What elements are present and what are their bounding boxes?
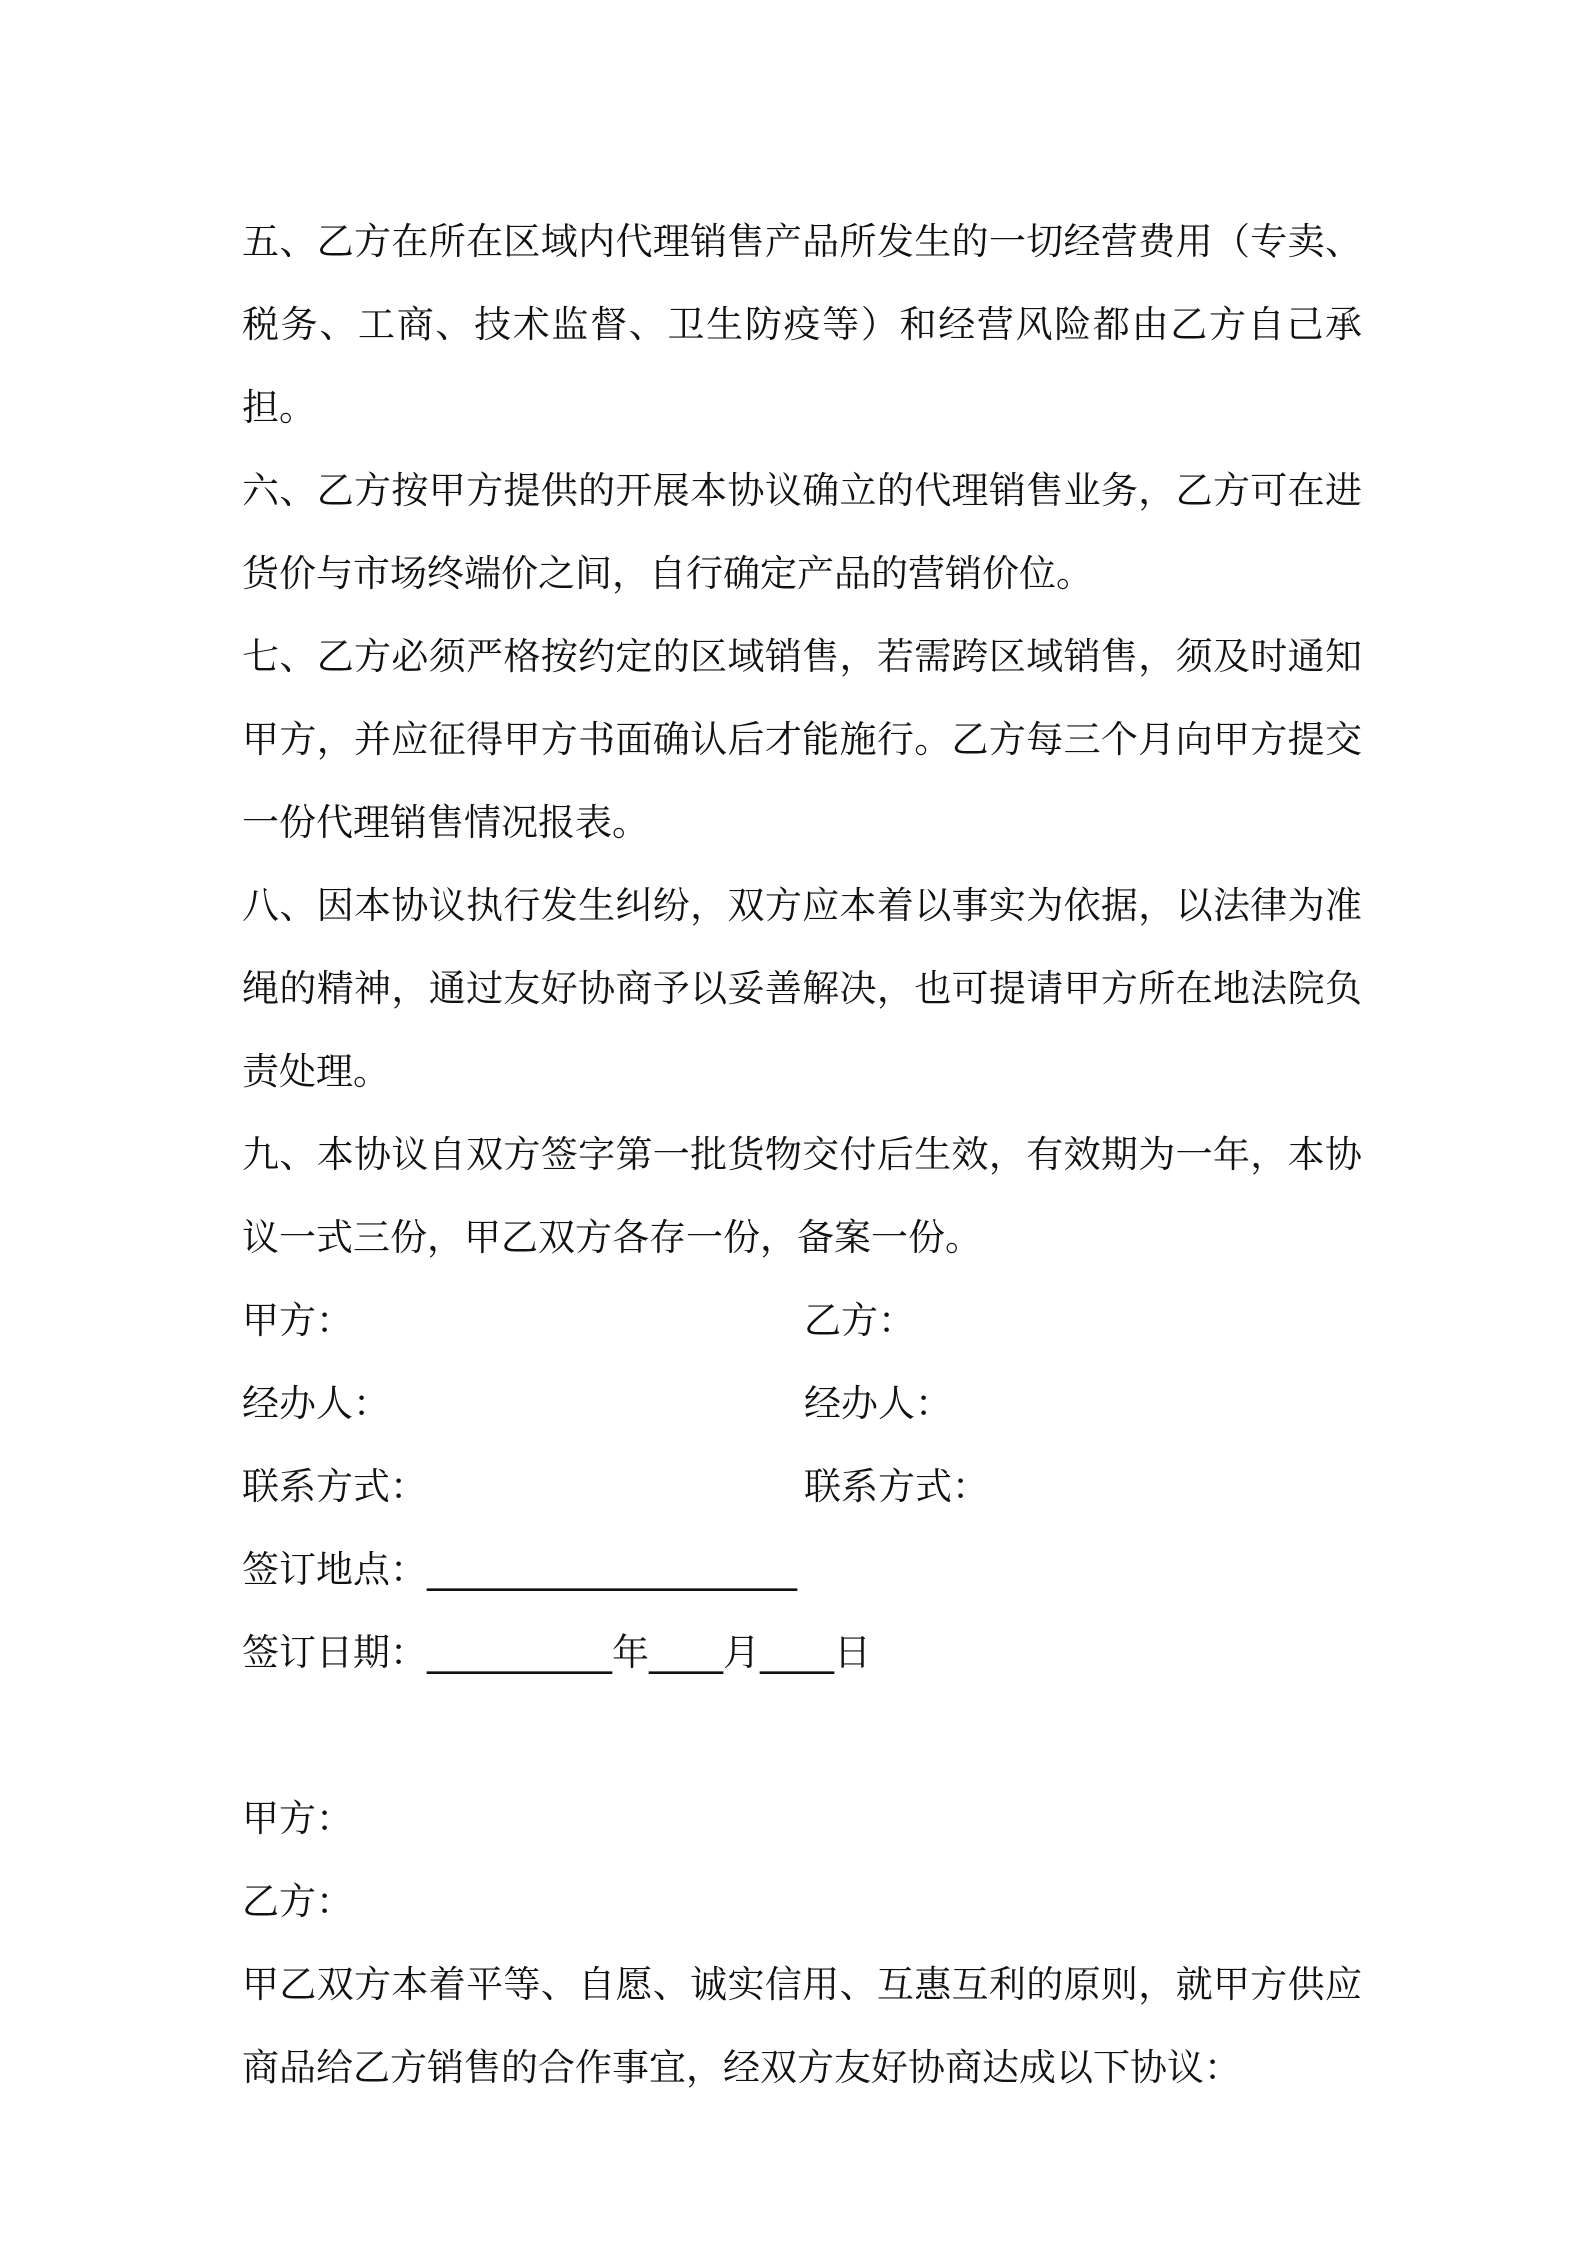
clause-7: 七、乙方必须严格按约定的区域销售，若需跨区域销售，须及时通知甲方，并应征得甲方书面确认后才能施行。乙方每三个月向甲方提交一份代理销售情况报表。 — [242, 635, 1362, 844]
section-gap — [242, 1694, 1362, 1777]
party-a-label: 甲方： — [242, 1299, 353, 1342]
next-party-b-label: 乙方： — [242, 1880, 353, 1923]
agent-b-label: 经办人： — [804, 1382, 952, 1425]
clause-5: 五、乙方在所在区域内代理销售产品所发生的一切经营费用（专卖、税务、工商、技术监督、卫生防疫等）和经营风险都由乙方自己承担。 — [242, 220, 1362, 429]
signature-contact-row — [242, 1445, 1362, 1528]
signing-place-line: 签订地点：____________________ — [242, 1548, 797, 1591]
clause-9: 九、本协议自双方签字第一批货物交付后生效，有效期为一年，本协议一式三份，甲乙双方各存一份，备案一份。 — [242, 1133, 1362, 1259]
party-b-label: 乙方： — [804, 1299, 915, 1342]
signature-party-row — [242, 1279, 1362, 1362]
agent-a-label: 经办人： — [242, 1382, 390, 1425]
agreement-intro: 甲乙双方本着平等、自愿、诚实信用、互惠互利的原则，就甲方供应商品给乙方销售的合作事宜，经双方友好协商达成以下协议： — [242, 1963, 1362, 2089]
signature-agent-row — [242, 1362, 1362, 1445]
contact-a-label: 联系方式： — [242, 1465, 427, 1508]
clause-8: 八、因本协议执行发生纠纷，双方应本着以事实为依据，以法律为准绳的精神，通过友好协商予以妥善解决，也可提请甲方所在地法院负责处理。 — [242, 884, 1362, 1093]
document-body — [242, 200, 1362, 2109]
signing-date-line: 签订日期：__________年____月____日 — [242, 1631, 871, 1674]
contact-b-label: 联系方式： — [804, 1465, 989, 1508]
clause-6: 六、乙方按甲方提供的开展本协议确立的代理销售业务，乙方可在进货价与市场终端价之间，自行确定产品的营销价位。 — [242, 469, 1362, 595]
next-party-a-label: 甲方： — [242, 1797, 353, 1840]
